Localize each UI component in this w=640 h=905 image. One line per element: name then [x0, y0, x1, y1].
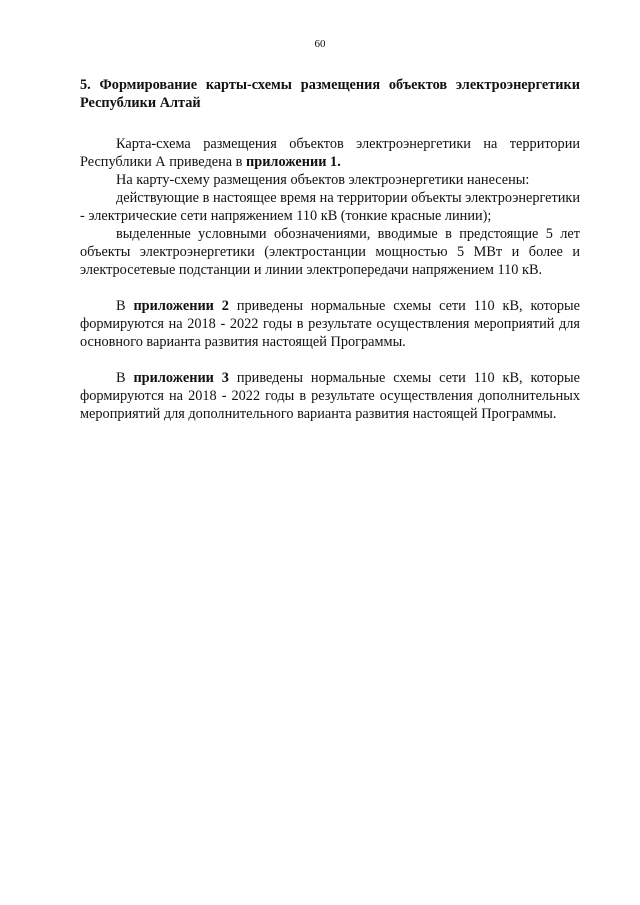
- paragraph-text: приведены нормальные схемы сети 110 кВ, которые формируются на 2018 - 2022 годы в результате осуществления мероприятий для основного варианта развития настоящей Программы.: [80, 298, 580, 350]
- paragraph-text: приведены нормальные схемы сети 110 кВ, которые формируются на 2018 - 2022 годы в результате осуществления дополнительных мероприятий для дополнительного варианта развития настоящей Программы.: [80, 370, 580, 422]
- paragraph-map-contents: На карту-схему размещения объектов электроэнергетики нанесены:: [116, 172, 530, 188]
- paragraph-text: В: [116, 370, 134, 386]
- section-heading: 5. Формирование карты-схемы размещения объектов электроэнергетики Республики Алтай: [80, 77, 580, 111]
- appendix-1-reference: приложении 1.: [246, 154, 341, 170]
- appendix-3-block: [80, 369, 580, 423]
- appendix-3-reference: приложении 3: [133, 370, 229, 386]
- paragraph-existing-objects: действующие в настоящее время на территории объекты электроэнергетики - электрические сети напряжением 110 кВ (тонкие красные линии);: [80, 190, 580, 224]
- document-body: [80, 76, 580, 441]
- paragraph-planned-objects: выделенные условными обозначениями, вводимые в предстоящие 5 лет объекты электроэнергетики (электростанции мощностью 5 МВт и более и электросетевые подстанции и линии электропередачи напряжением 110 кВ.: [80, 226, 580, 278]
- appendix-2-block: [80, 297, 580, 351]
- paragraph-appendix-3: [80, 369, 580, 423]
- paragraph-text: В: [116, 298, 134, 314]
- intro-block: [80, 135, 580, 279]
- appendix-2-reference: приложении 2: [133, 298, 229, 314]
- paragraph-text: Карта-схема размещения объектов электроэнергетики на территории Республики А приведена в: [80, 136, 580, 170]
- paragraph-map-scheme: [80, 135, 580, 171]
- paragraph-appendix-2: [80, 297, 580, 351]
- page-number: 60: [314, 38, 326, 50]
